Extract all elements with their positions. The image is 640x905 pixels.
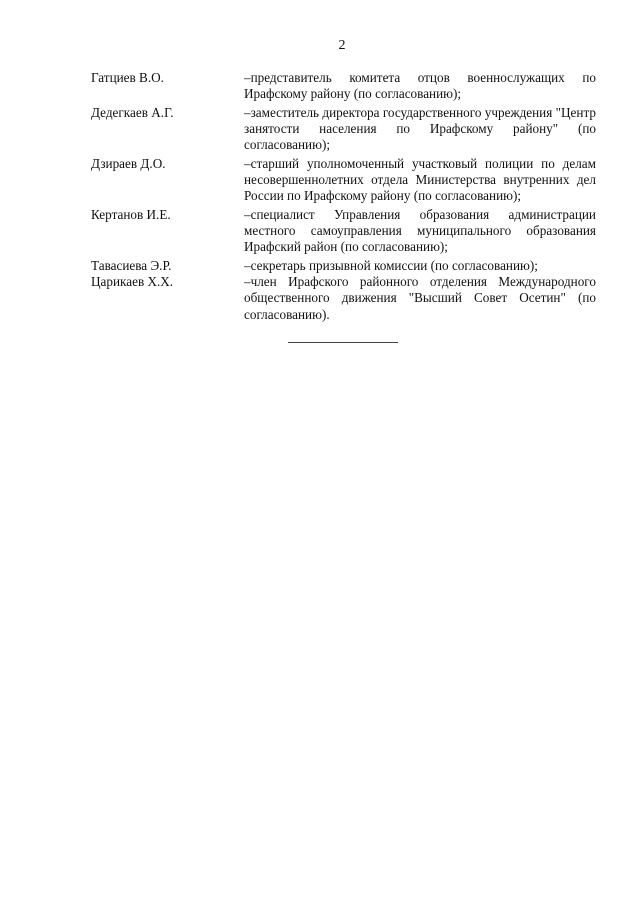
page-number: 2 [338, 38, 346, 53]
member-role: –специалист Управления образования администрации местного самоуправления муниципального образования Ирафский район (по согласованию); [244, 206, 596, 255]
member-name: Дзираев Д.О. [91, 155, 166, 171]
member-entry [91, 105, 596, 154]
member-name: Тавасиева Э.Р. [91, 257, 172, 273]
member-name: Кертанов И.Е. [91, 206, 171, 222]
closing-divider-line [288, 342, 398, 343]
member-entry [91, 70, 596, 103]
member-role: –старший уполномоченный участковый полиции по делам несовершеннолетних отдела Министерства внутренних дел России по Ирафскому району (по согласованию); [244, 155, 596, 204]
member-entry [91, 258, 596, 274]
commission-member-list [91, 70, 596, 325]
member-name: Гатциев В.О. [91, 70, 164, 85]
member-entry [91, 274, 596, 323]
member-role: –представитель комитета отцов военнослужащих по Ирафскому району (по согласованию); [244, 70, 596, 102]
member-role: –заместитель директора государственного учреждения "Центр занятости населения по Ирафскому району" (по согласованию); [244, 104, 596, 153]
member-role: –член Ирафского районного отделения Международного общественного движения "Высший Совет Осетин" (по согласованию). [244, 274, 596, 322]
member-name: Дедегкаев А.Г. [91, 104, 174, 120]
member-name: Царикаев Х.Х. [91, 274, 174, 290]
member-entry [91, 156, 596, 205]
member-entry [91, 207, 596, 256]
member-role: –секретарь призывной комиссии (по согласованию); [244, 257, 538, 273]
